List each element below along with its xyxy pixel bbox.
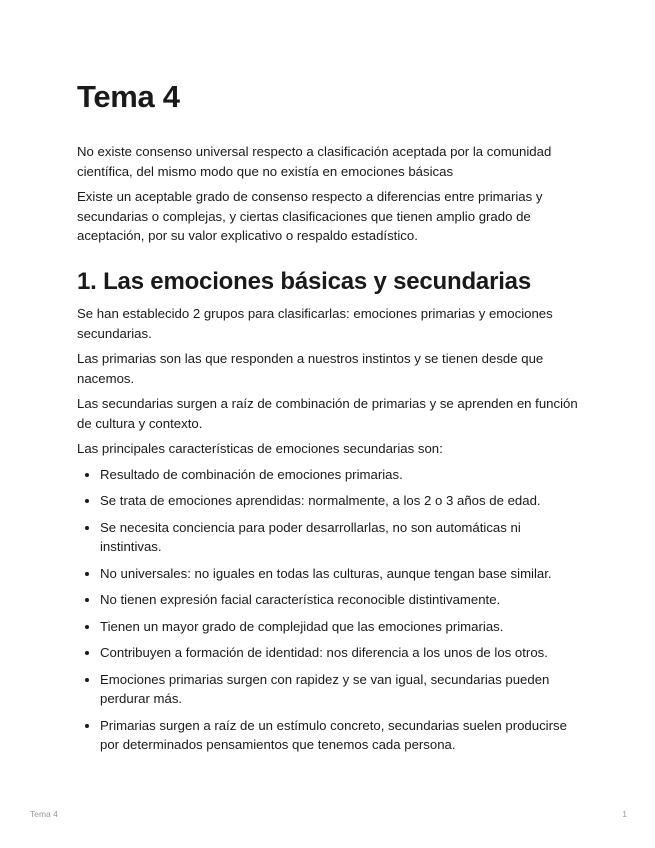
section-paragraph: Las principales características de emociones secundarias son:: [77, 441, 443, 456]
list-item: • Tienen un mayor grado de complejidad que las emociones primarias.: [100, 617, 582, 637]
list-item: • No tienen expresión facial característica reconocible distintivamente.: [100, 590, 582, 610]
list-item: • Contribuyen a formación de identidad: nos diferencia a los unos de los otros.: [100, 643, 582, 663]
list-item: • No universales: no iguales en todas las culturas, aunque tengan base similar.: [100, 564, 582, 584]
intro-paragraph: Existe un aceptable grado de consenso respecto a diferencias entre primarias y secundarias o complejas, y ciertas clasificaciones que tienen amplio grado de aceptación, por su valor explicativo o respaldo estadístico.: [77, 189, 543, 243]
section-paragraph: Las primarias son las que responden a nuestros instintos y se tienen desde que nacemos.: [77, 351, 544, 386]
list-item: • Emociones primarias surgen con rapidez y se van igual, secundarias pueden perdurar más.: [100, 670, 582, 709]
list-item: • Resultado de combinación de emociones primarias.: [100, 465, 582, 485]
list-item: • Primarias surgen a raíz de un estímulo concreto, secundarias suelen producirse por determinados pensamientos que tenemos cada persona.: [100, 716, 582, 755]
page-title: Tema 4: [77, 79, 180, 114]
list-item: • Se trata de emociones aprendidas: normalmente, a los 2 o 3 años de edad.: [100, 491, 582, 511]
section-paragraph: Se han establecido 2 grupos para clasificarlas: emociones primarias y emociones secundarias.: [77, 306, 553, 341]
section-emociones: [77, 266, 582, 762]
intro-paragraph: No existe consenso universal respecto a clasificación aceptada por la comunidad científica, del mismo modo que no existía en emociones básicas: [77, 144, 552, 179]
footer-document-title: Tema 4: [30, 809, 58, 819]
intro-block: [77, 142, 582, 252]
section-heading: 1. Las emociones básicas y secundarias: [77, 268, 531, 295]
list-item: • Se necesita conciencia para poder desarrollarlas, no son automáticas ni instintivas.: [100, 518, 582, 557]
footer-page-number: 1: [622, 809, 627, 819]
characteristics-list: [77, 465, 582, 755]
section-paragraph: Las secundarias surgen a raíz de combinación de primarias y se aprenden en función de cultura y contexto.: [77, 396, 578, 431]
